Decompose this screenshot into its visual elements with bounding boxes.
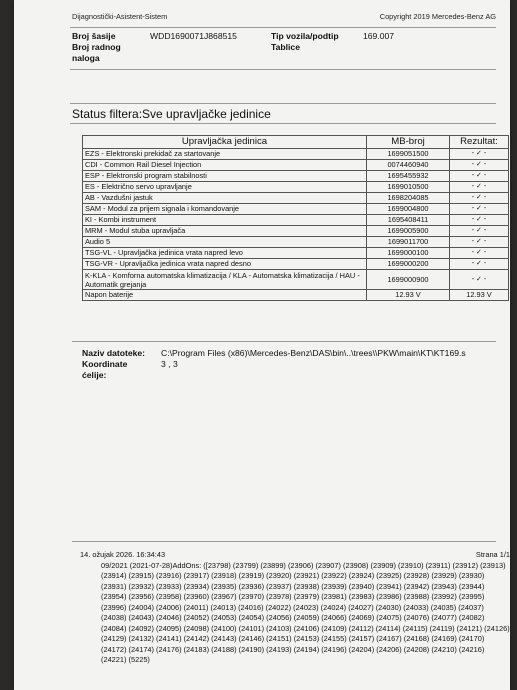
coord-value: 3 , 3 — [161, 359, 178, 369]
result-cell: - ✓ - — [450, 259, 509, 270]
result-cell: - ✓ - — [450, 193, 509, 204]
table-row — [83, 237, 509, 248]
mb-cell: 1699005900 — [367, 226, 450, 237]
unit-cell: SAM - Modul za prijem signala i komandovanje — [83, 204, 367, 215]
mb-cell: 1695455932 — [367, 171, 450, 182]
result-cell: - ✓ - — [450, 237, 509, 248]
col-header-result: Rezultat: — [450, 136, 509, 149]
table-row — [83, 215, 509, 226]
control-units-table — [82, 135, 509, 301]
table-row — [83, 149, 509, 160]
table-row — [83, 248, 509, 259]
report-footer — [80, 550, 510, 666]
table-row — [83, 182, 509, 193]
result-cell: - ✓ - — [450, 215, 509, 226]
table-header-row — [83, 136, 509, 149]
result-cell: - ✓ - — [450, 270, 509, 290]
vehicle-divider — [70, 69, 496, 70]
unit-cell: MRM - Modul stuba upravljača — [83, 226, 367, 237]
type-value: 169.007 — [363, 31, 395, 41]
page-number: Strana 1/1 — [475, 550, 510, 559]
unit-cell: EZS - Elektronski prekidač za startovanje — [83, 149, 367, 160]
unit-cell: TSG-VR - Upravljačka jedinica vrata napred desno — [83, 259, 367, 270]
mb-cell: 1699051500 — [367, 149, 450, 160]
unit-cell: K-KLA - Komforna automatska klimatizacija / KLA - Automatska klimatizacija / HAU - Automatik grejanja — [83, 270, 367, 290]
status-bottom-divider — [70, 123, 496, 124]
unit-cell: AB - Vazdušni jastuk — [83, 193, 367, 204]
order-label: Broj radnog naloga — [72, 42, 121, 63]
col-header-unit: Upravljačka jedinica — [83, 136, 367, 149]
unit-cell: CDI - Common Rail Diesel Injection — [83, 160, 367, 171]
file-name-value: C:\Program Files (x86)\Mercedes-Benz\DAS\bin\..\trees\\PKW\main\KT\KT169.s — [161, 348, 466, 358]
chassis-value: WDD1690071J868515 — [150, 31, 237, 41]
result-cell: - ✓ - — [450, 226, 509, 237]
chassis-label: Broj šasije — [72, 31, 116, 41]
header-divider — [70, 27, 496, 28]
table-row — [83, 226, 509, 237]
mb-cell: 1699000100 — [367, 248, 450, 259]
table-row — [83, 270, 509, 290]
print-datetime: 14. ožujak 2026. 16:34:43 — [80, 550, 166, 559]
result-cell: 12.93 V — [450, 290, 509, 301]
mb-cell: 1699011700 — [367, 237, 450, 248]
unit-cell: ESP - Elektronski program stabilnosti — [83, 171, 367, 182]
mb-cell: 12.93 V — [367, 290, 450, 301]
result-cell: - ✓ - — [450, 182, 509, 193]
unit-cell: Napon baterije — [83, 290, 367, 301]
file-info — [82, 348, 512, 381]
file-name-label: Naziv datoteke: — [82, 348, 146, 358]
result-cell: - ✓ - — [450, 160, 509, 171]
result-cell: - ✓ - — [450, 149, 509, 160]
copyright: Copyright 2019 Mercedes-Benz AG — [379, 12, 496, 21]
table-row — [83, 204, 509, 215]
result-cell: - ✓ - — [450, 248, 509, 259]
mb-cell: 1699000200 — [367, 259, 450, 270]
plates-label: Tablice — [271, 42, 300, 52]
footer-divider — [72, 541, 496, 542]
mb-cell: 0074460940 — [367, 160, 450, 171]
unit-cell: KI - Kombi instrument — [83, 215, 367, 226]
status-title: Status filtera:Sve upravljačke jedinice — [72, 107, 271, 121]
table-row — [83, 259, 509, 270]
table-row — [83, 290, 509, 301]
col-header-mb: MB-broj — [367, 136, 450, 149]
unit-cell: Audio 5 — [83, 237, 367, 248]
mb-cell: 1695408411 — [367, 215, 450, 226]
report-page — [14, 0, 510, 690]
mb-cell: 1698204085 — [367, 193, 450, 204]
mb-cell: 1699000900 — [367, 270, 450, 290]
coord-label: Koordinate ćelije: — [82, 359, 128, 380]
mb-cell: 1699010500 — [367, 182, 450, 193]
table-row — [83, 193, 509, 204]
unit-cell: ES - Električno servo upravljanje — [83, 182, 367, 193]
unit-cell: TSG-VL - Upravljačka jedinica vrata napred levo — [83, 248, 367, 259]
table-row — [83, 171, 509, 182]
result-cell: - ✓ - — [450, 204, 509, 215]
app-name: Dijagnostički-Asistent-Sistem — [72, 12, 168, 21]
status-top-divider — [70, 103, 496, 104]
addons-text: 09/2021 (2021-07-28)AddOns: ([23798) (23799) (23899) (23906) (23907) (23908) (23909) (23910) (23911) (23912) (23913) (23914) (23915) (23916) (23917) (23918) (23919) (23920) (23921) (23922) (23924) (23925) (23928) (23929) (23930) (23931) (23932) (23933) (23934) (23935) (23936) (23937) (23938) (23939) (23940) (23941) (23942) (23943) (23944) (23954) (23956) (23958) (23960) (23967) (23970) (23978) (23979) (23981) (23983) (23986) (23988) (23992) (23995) (23996) (24004) (24006) (24011) (24013) (24016) (24022) (24023) (24024) (24027) (24030) (24033) (24035) (24037) (24038) (24043) (24046) (24052) (24053) (24054) (24056) (24059) (24066) (24069) (24075) (24076) (24077) (24082) (24084) (24092) (24095) (24098) (24100) (24101) (24103) (24106) (24109) (24112) (24114) (24115) (24119) (24121) (24126) (24129) (24132) (24141) (24142) (24143) (24146) (24151) (24153) (24155) (24157) (24167) (24168) (24169) (24170) (24172) (24174) (24176) (24183) (24188) (24190) (24193) (24194) (24196) (24204) (24206) (24208) (24210) (24216) (24221) (5225) — [101, 560, 510, 664]
table-row — [83, 160, 509, 171]
result-cell: - ✓ - — [450, 171, 509, 182]
type-label: Tip vozila/podtip — [271, 31, 339, 41]
mb-cell: 1699004800 — [367, 204, 450, 215]
table-bottom-divider — [72, 341, 496, 342]
